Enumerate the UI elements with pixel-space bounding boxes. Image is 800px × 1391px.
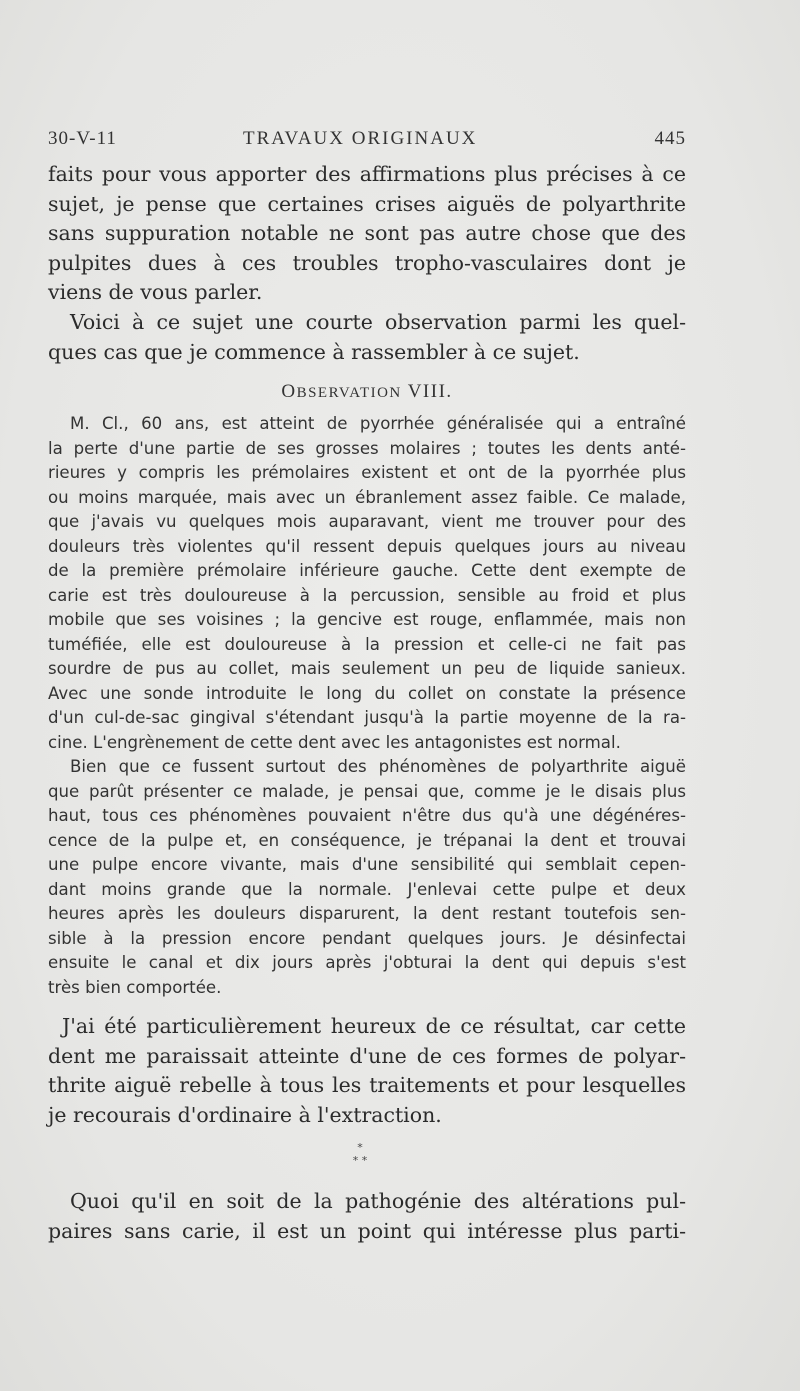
text-line: mobile que ses voisines ; la gencive est rouge, enflammée, mais non	[48, 610, 686, 629]
text-line: haut, tous ces phénomènes pouvaient n'être dus qu'à une dégénéres-	[48, 806, 686, 825]
paragraph-3	[48, 1012, 686, 1130]
text-line: sujet, je pense que certaines crises aiguës de polyarthrite	[48, 191, 686, 216]
text-line: faits pour vous apporter des affirmations plus précises à ce	[48, 162, 686, 186]
text-line: d'un cul-de-sac gingival s'étendant jusqu'à la partie moyenne de la ra-	[48, 708, 686, 727]
page-number: 445	[654, 128, 686, 149]
text-line: Avec une sonde introduite le long du collet on constate la présence	[48, 683, 686, 703]
observation-heading	[48, 381, 686, 403]
text-line: ou moins marquée, mais avec un ébranlement assez faible. Ce malade,	[48, 487, 686, 507]
observation-paragraph-2	[48, 755, 686, 1000]
paragraph-2	[48, 308, 686, 367]
text-line: viens de vous parler.	[48, 280, 263, 305]
asterism-top: *	[357, 1141, 363, 1154]
text-line: que j'avais vu quelques mois auparavant, vient me trouver pour des	[48, 512, 686, 531]
text-line: très bien comportée.	[48, 977, 222, 997]
text-line: cine. L'engrènement de cette dent avec les antagonistes est normal.	[48, 732, 621, 752]
text-line: rieures y compris les prémolaires existent et ont de la pyorrhée plus	[48, 463, 686, 482]
text-line: ques cas que je commence à rassembler à ce sujet.	[48, 339, 580, 364]
text-line: paires sans carie, il est un point qui intéresse plus parti-	[48, 1218, 686, 1243]
text-line: heures après les douleurs disparurent, la dent restant toutefois sen-	[48, 904, 686, 923]
paragraph-4	[48, 1187, 686, 1246]
observation-heading-initial: O	[281, 381, 297, 402]
text-line: tuméfiée, elle est douloureuse à la pression et celle-ci ne fait pas	[48, 634, 686, 654]
text-line: pulpites dues à ces troubles tropho-vasculaires dont je	[48, 250, 686, 275]
text-line: dent me paraissait atteinte d'une de ces formes de polyar-	[48, 1043, 686, 1068]
text-line: que parût présenter ce malade, je pensai que, comme je le disais plus	[48, 781, 686, 801]
text-line: Bien que ce fussent surtout des phénomènes de polyarthrite aiguë	[70, 757, 686, 776]
observation-paragraph-1	[48, 412, 686, 755]
text-line: J'ai été particulièrement heureux de ce résultat, car cette	[62, 1014, 686, 1038]
paragraph-1	[48, 160, 686, 308]
header-date: 30-V-11	[48, 128, 117, 149]
observation-heading-numeral: VIII.	[407, 381, 453, 402]
asterism-bottom: * *	[352, 1154, 368, 1167]
text-line: sourdre de pus au collet, mais seulement un peu de liquide sanieux.	[48, 659, 686, 678]
text-line: sans suppuration notable ne sont pas autre chose que des	[48, 221, 686, 246]
text-line: je recourais d'ordinaire à l'extraction.	[48, 1102, 442, 1127]
text-line: de la première prémolaire inférieure gauche. Cette dent exempte de	[48, 561, 686, 580]
text-line: ensuite le canal et dix jours après j'obturai la dent qui depuis s'est	[48, 953, 686, 972]
running-header	[48, 128, 686, 154]
text-line: la perte d'une partie de ses grosses molaires ; toutes les dents anté-	[48, 438, 686, 458]
text-line: sible à la pression encore pendant quelques jours. Je désinfectai	[48, 928, 686, 948]
text-line: thrite aiguë rebelle à tous les traitements et pour lesquelles	[48, 1073, 686, 1098]
text-line: Voici à ce sujet une courte observation parmi les quel-	[70, 310, 686, 334]
text-line: cence de la pulpe et, en conséquence, je trépanai la dent et trouvai	[48, 830, 686, 850]
text-line: M. Cl., 60 ans, est atteint de pyorrhée généralisée qui a entraîné	[70, 414, 686, 433]
header-section-title: TRAVAUX ORIGINAUX	[243, 128, 478, 149]
observation-heading-word: BSERVATION	[296, 385, 402, 401]
section-asterism	[330, 1141, 390, 1167]
text-line: carie est très douloureuse à la percussion, sensible au froid et plus	[48, 585, 686, 605]
text-line: Quoi qu'il en soit de la pathogénie des altérations pul-	[70, 1189, 686, 1213]
text-line: une pulpe encore vivante, mais d'une sensibilité qui semblait cepen-	[48, 855, 686, 874]
text-line: dant moins grande que la normale. J'enlevai cette pulpe et deux	[48, 879, 686, 899]
text-line: douleurs très violentes qu'il ressent depuis quelques jours au niveau	[48, 536, 686, 556]
